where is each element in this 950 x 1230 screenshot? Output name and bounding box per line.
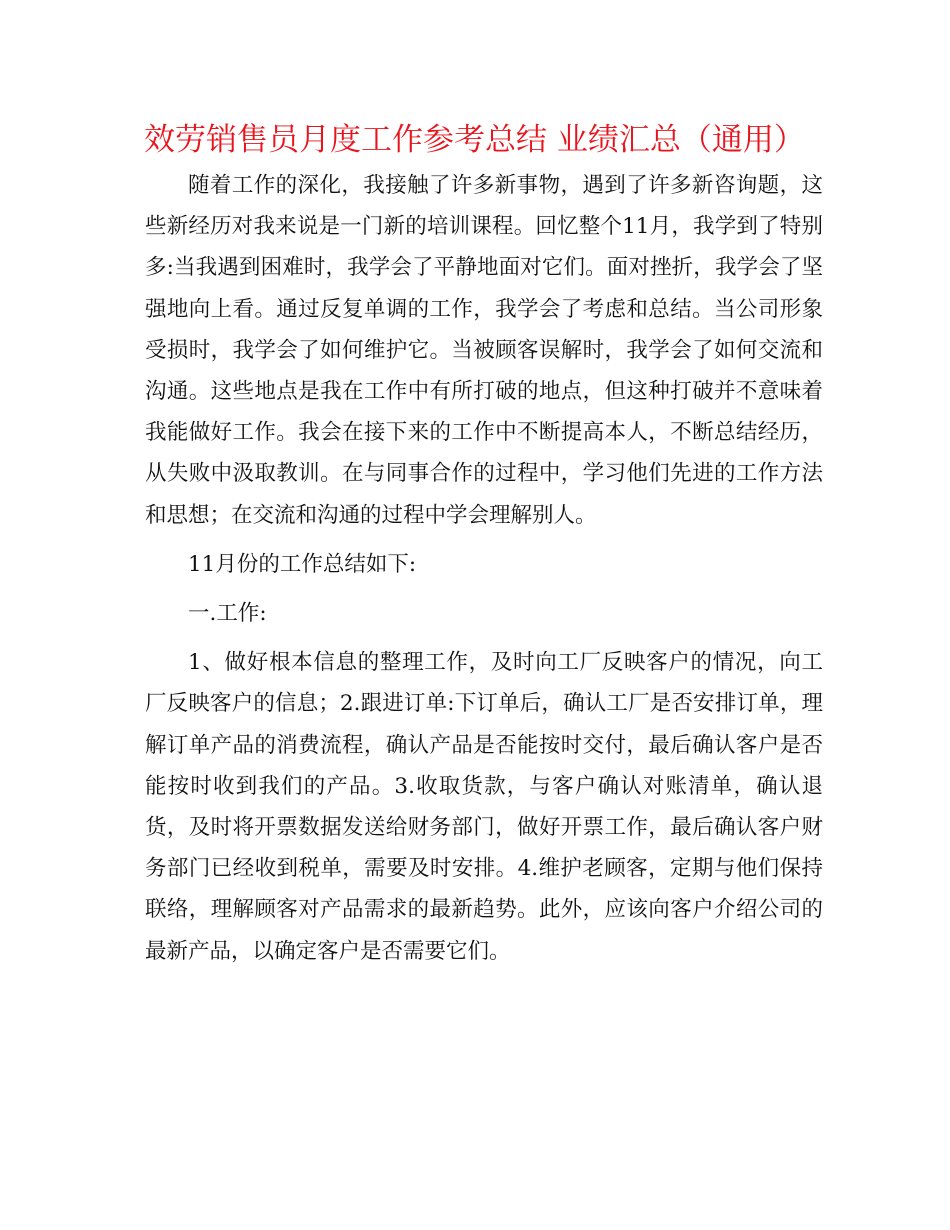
paragraph-summary-lead: 11月份的工作总结如下: <box>188 551 417 577</box>
section-heading-work: 一.工作: <box>188 601 267 627</box>
document-body <box>145 165 823 980</box>
paragraph-intro: 随着工作的深化，我接触了许多新事物，遇到了许多新咨询题，这些新经历对我来说是一门新的培训课程。回忆整个11月，我学到了特别多:当我遇到困难时，我学会了平静地面对它们。面对挫折，我学会了坚强地向上看。通过反复单调的工作，我学会了考虑和总结。当公司形象受损时，我学会了如何维护它。当被顾客误解时，我学会了如何交流和沟通。这些地点是我在工作中有所打破的地点，但这种打破并不意味着我能做好工作。我会在接下来的工作中不断提高本人，不断总结经历，从失败中汲取教训。在与同事合作的过程中，学习他们先进的工作方法和思想；在交流和沟通的过程中学会理解别人。 <box>145 173 823 528</box>
document-title: 效劳销售员月度工作参考总结 业绩汇总（通用） <box>144 122 805 158</box>
paragraph-work-items: 1、做好根本信息的整理工作，及时向工厂反映客户的情况，向工厂反映客户的信息；2.跟进订单:下订单后，确认工厂是否安排订单，理解订单产品的消费流程，确认产品是否能按时交付，最后确认客户是否能按时收到我们的产品。3.收取货款，与客户确认对账清单，确认退货，及时将开票数据发送给财务部门，做好开票工作，最后确认客户财务部门已经收到税单，需要及时安排。4.维护老顾客，定期与他们保持联络，理解顾客对产品需求的最新趋势。此外，应该向客户介绍公司的最新产品，以确定客户是否需要它们。 <box>145 650 823 964</box>
